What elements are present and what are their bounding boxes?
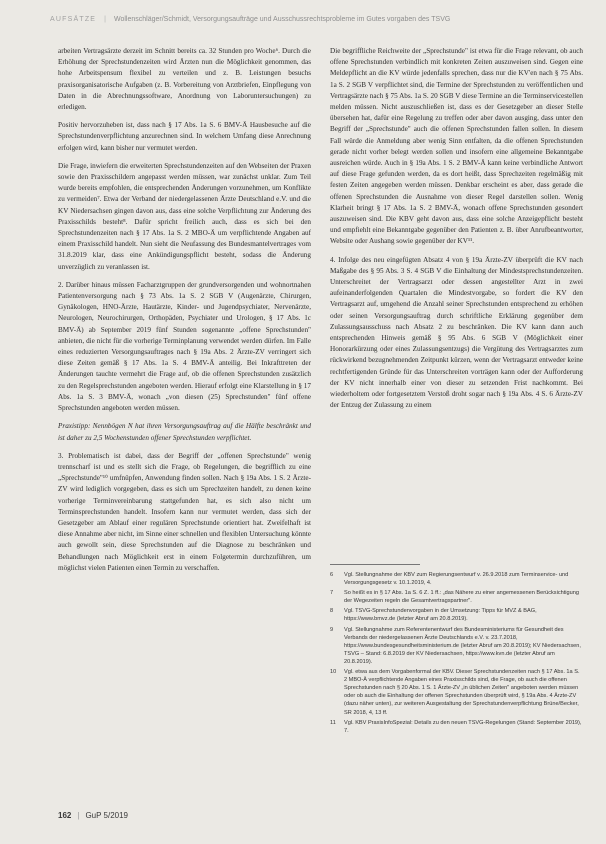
section-label: AUFSÄTZE (50, 15, 97, 23)
paragraph: Positiv hervorzuheben ist, dass nach § 17 Abs. 1a S. 6 BMV-Ä Hausbesuche auf die Sprechstundenverpflichtung anzurechnen sind. In welchem Umfang diese Anrechnung erfolgen wird, kann bisher nur vermutet werden. (58, 121, 311, 152)
right-column (330, 46, 583, 551)
footnote (330, 719, 583, 735)
footnote-number: 8 (330, 608, 334, 615)
paragraph: Die begriffliche Reichweite der „Sprechstunde" ist etwa für die Frage relevant, ob auch offene Sprechstunden verbindlich mit konkreten Zeiten auszuweisen sind. Gegen eine Meldepflicht an die KV würde jedenfalls sprechen, dass nur die KV'en nach § 75 Abs. 1a S. 2 SGB V verpflichtet sind, die Termine der Sprechstunden zu veröffentlichen und Vertragsärzte nach § 75 Abs. 1a S. 20 SGB V diese Termine an die Terminservicestellen melden müssen. Nicht auszuschließen ist, dass es der Gesetzgeber an dieser Stelle übersehen hat, dafür eine Regelung zu treffen oder aber davon ausging, dass unter den Begriff der „Sprechstunde" auch die offenen Sprechstunden fallen sollen. In diesem Fall würde die Anmeldung aber wenig Sinn entfalten, da die offenen Sprechstunden gerade nicht vorher belegt werden sollen und insofern eine allgemeine Bekanntgabe ausreichen würde. Auch in § 19a Abs. 1 S. 2 BMV-Ä kann keine verbindliche Antwort auf diese Frage gefunden werden, da es dort heißt, dass Sprechzeiten regelmäßig mit festen Zeiten angegeben werden müssen. Denkbar erscheint es aber, dass gerade die offenen Sprechstunden die Ausnahme von dieser Regel darstellen sollen. Wenig Klarheit bringt § 17 Abs. 1a S. 2 BMV-Ä, wonach offene Sprechstunden gesondert auszuweisen sind. Die KBV geht davon aus, dass eine solche Anzeigepflicht besteht und empfiehlt eine Bekanntgabe gegenüber den Patienten z. B. über Anrufbeantworter, Website oder Aushang sowie gegenüber der KV¹¹. (330, 47, 583, 246)
paragraph: arbeiten Vertragsärzte derzeit im Schnitt bereits ca. 32 Stunden pro Woche⁶. Durch die Erhöhung der Sprechstundenzeiten wird Ärzten nun die Möglichkeit genommen, das hohe Arbeitspensum flexibel zu verteilen und z. B. Leistungen besuchs praxisorganisatorische Aufgaben (z. B. Vorbereitung von Arztbriefen, Einpflegung von Daten in die Abrechnungssoftware, Anordnung von Laboruntersuchungen) zu erledigen. (58, 47, 311, 112)
paragraph: 2. Darüber hinaus müssen Facharztgruppen der grundversorgenden und wohnortnahen Patientenversorgung nach § 73 Abs. 1a S. 2 SGB V (Augenärzte, Chirurgen, Gynäkologen, HNO-Ärzte, Hautärzte, Kinder- und Jugendpsychiater, Nervenärzte, Neurologen, Neurochirurgen, Orthopäden, Psychiater und Urologen, § 17 Abs. 1c BMV-Ä) ab September 2019 fünf Stunden sogenannte „offene Sprechstunden" anbieten, die nicht für die vorherige Terminplanung verwendet werden dürfen. Im Falle eines reduzierten Versorgungsauftrages nach § 19a Abs. 2 Ärzte-ZV verringert sich diese Zeiten gemäß § 17 Abs. 1a S. 4 BMV-Ä anteilig. Bei Inkrafttreten der Änderungen tauchte vermehrt die Frage auf, ob die offenen Sprechstunden zusätzlich zu den Regelsprechstunden angeboten werden. Hierauf erfolgt eine Klarstellung in § 17 Abs. 1a S. 3 BMV-Ä, wonach „von diesen (25) Sprechstunden" fünf offene Sprechstunden angeboten werden müssen. (58, 280, 311, 413)
footnote-text: So heißt es in § 17 Abs. 1a S. 6 Z. 1 ff.: „das Nähere zu einer angemessenen Berücksichtigung der Wegezeiten regeln die Gesamtvertragspartner". (344, 590, 579, 605)
footnote-number: 6 (330, 572, 334, 578)
paragraph: Die Frage, inwiefern die erweiterten Sprechstundenzeiten auf den Webseiten der Praxen sowie den Praxisschildern angepasst werden müssen, war zunächst unklar. Zum Teil wurde bereits empfohlen, die entsprechenden Änderungen vorzunehmen, um Konflikte zu vermeiden⁷. Etwa der Verband der niedergelassenen Ärzte Deutschland e.V. und die KV Niedersachsen gingen davon aus, dass eine solche Verpflichtung zur Änderung des Praxisschilds besteht⁸. Dafür spricht freilich auch, dass es sich bei den Sprechstundenzeiten nach § 17 Abs. 1a S. 2 MBO-Ä um verpflichtende Angaben auf einem Praxisschild handelt. Nun sieht die Neufassung des Bundesmantelvertrages vom 31.8.2019 klar, dass eine Ankündigungspflicht besteht, sodass die Änderung unverzüglich zu veranlassen ist. (58, 161, 311, 271)
footnote-number: 10 (330, 669, 337, 676)
footnote-rule (330, 564, 420, 565)
footnote-number: 7 (330, 590, 334, 597)
footnote-text: Vgl. TSVG-Sprechstundenvorgaben in der Umsetzung: Tipps für MVZ & BAG, https://www.bmvz.de (letzter Abruf am 20.8.2019). (344, 608, 537, 623)
running-title: Wollenschläger/Schmidt, Versorgungsaufträge und Ausschussrechtsprobleme im Gutes vorgaben des TSVG (114, 15, 451, 23)
footnote-number: 9 (330, 626, 334, 633)
journal-issue: GuP 5/2019 (85, 810, 128, 820)
footnote (330, 626, 583, 666)
footnote (330, 668, 583, 717)
footer-separator: | (77, 810, 80, 820)
paragraph: 4. Infolge des neu eingefügten Absatz 4 von § 19a Ärzte-ZV überprüft die KV nach Maßgabe des § 95 Abs. 3 S. 4 SGB V die Einhaltung der Mindestsprechstundenzeiten. Unterschreitet der Vertragsarzt oder dessen angestellter Arzt in zwei aufeinanderfolgenden Quartalen die Mindestvorgabe, so fordert die KV den Vertragsarzt auf, umgehend die Anzahl seiner Sprechstunden entsprechend zu erhöhen oder seinen Versorgungsauftrag durch schriftliche Erklärung gegenüber dem Zulassungsausschuss nach Absatz 2 zu beschränken. Die KV kann dann auch entsprechenden Hinweis gemäß § 95 Abs. 6 SGB V (Möglichkeit einer Honorarkürzung oder eines Zulassungsentzugs) die Vergütung des Vertragsarztes zum rückwirkend bezugnehmenden Zeitpunkt kürzen, wenn der Vertragsarzt entweder keine rechtfertigenden Gründe für das Unterschreiten vorträgen kann oder der Aufforderung der KV nicht innerhalb einer von dieser zu setzenden Frist nachkommt. Bei wiederholtem oder fortgesetztem Verstoß droht sogar nach § 19a Abs. 4 S. 6 Ärzte-ZV der Entzug der Zulassung zu einem (330, 255, 583, 410)
page-number: 162 (58, 810, 72, 820)
footnotes (330, 564, 583, 808)
left-column (58, 46, 311, 782)
footnote-text: Vgl. Stellungnahme der KBV zum Regierungsentwurf v. 26.9.2018 zum Terminservice- und Versorgungsgesetz v. 10.1.2019, 4. (344, 572, 569, 587)
header-separator: | (104, 15, 106, 23)
footnote-text: Vgl. KBV PraxisInfoSpezial: Details zu den neuen TSVG-Regelungen (Stand: September 2019), 7. (344, 719, 582, 734)
footnote-text: Vgl. Stellungnahme zum Referentenentwurf des Bundesministeriums für Gesundheit des Verbands der niedergelassenen Ärzte Deutschlands e.V. v. 23.7.2018, https://www.bundesgesundheitsministerium.de (letzter Abruf am 20.8.2019); KV Niedersachsen, TSVG – Stand: 6.8.2019 der KV Niedersachsen, https://www.kvn.de (letzter Abruf am 20.8.2019). (344, 626, 581, 665)
paragraph: 3. Problematisch ist dabei, dass der Begriff der „offenen Sprechstunde" wenig trennscharf ist und es stellt sich die Frage, ob Regelungen, die begrifflich zu eine „Sprechstunde"¹⁰ umfnüpfen, Anwendung finden sollen. Nach § 19a Abs. 1 S. 2 Ärzte-ZV wird lediglich vorgegeben, dass es sich um Sprechzeiten handelt, zu denen keine vorherige Terminvereinbarung stattgefunden hat, es sich also nicht um Terminsprechstunden handelt. Insofern kann nur vermutet werden, dass sich der Gesetzgeber am Ablauf einer regulären Sprechstunde orientiert hat. Zweifelhaft ist diese Annahme aber nicht, im Sinne einer schnellen und flexiblen Untersuchung könnte auch gewollt sein, diese Sprechstunden auf die Diagnose zu beschränken und Behandlungen nach Möglichkeit erst in einem Folgetermin durchzuführen, um möglichst vielen Patienten einen Termin zu verschaffen. (58, 451, 311, 572)
footnote (330, 589, 583, 605)
footnote (330, 571, 583, 587)
page-footer (58, 808, 128, 822)
footnote (330, 607, 583, 623)
running-header (50, 10, 590, 28)
footnote-number: 11 (330, 719, 336, 726)
practice-tip: Praxistipp: Nennbögen N hat ihren Versorgungsauftrag auf die Hälfte beschränkt und ist daher zu 2,5 Wochenstunden offener Sprechstunden verpflichtet. (58, 422, 311, 442)
footnote-text: Vgl. etwa aus dem Vorgabenformal der KBV. Dieser Sprechstundenzeiten nach § 17 Abs. 1a S. 2 MBO-Ä verpflichtende Angaben eines Praxisschilds sind, die Frage, ob auch die offenen Sprechstunden nach § 20 Abs. 1 S. 1 Ärzte-ZV „in üblichen Zeiten" angeboten werden müssen oder ob auch die Einhaltung der offenen Sprechstunden überprüft wird, § 19a Abs. 4 Ärzte-ZV (dazu näher unten), zur weiteren Ausgestaltung der Sprechstundenverpflichtung Brüne/Becker, SR 2018, 4, 13 ff. (344, 669, 580, 716)
